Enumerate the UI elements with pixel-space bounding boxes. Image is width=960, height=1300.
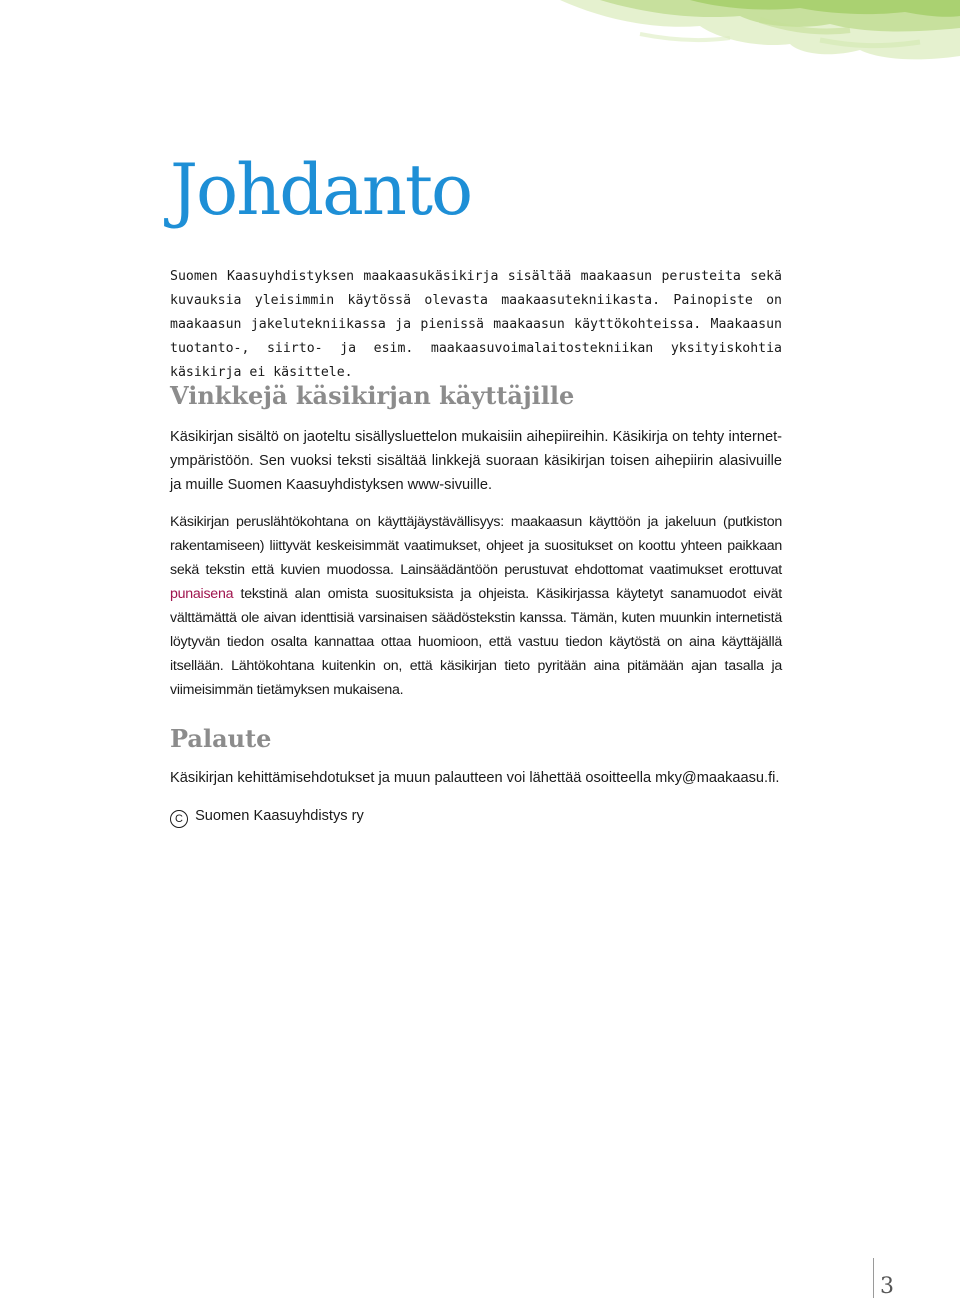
red-highlight-text: punaisena <box>170 586 234 602</box>
tips-paragraph-2-start: Käsikirjan peruslähtökohtana on käyttäjäystävällisyys: maakaasun käyttöön ja jakeluun (putkiston rakentamiseen) liittyvät keskeisimmät vaatimukset, ohjeet ja suositukset on koottu yhteen paikkaan sekä tekstin että kuvien muodossa. Lainsäädäntöön perustuvat ehdottomat vaatimukset erottuvat <box>170 514 782 578</box>
page-number: 3 <box>880 1274 894 1299</box>
feedback-paragraph: Käsikirjan kehittämisehdotukset ja muun palautteen voi lähettää osoitteella mky@maakaasu.fi. <box>170 770 780 786</box>
tips-heading: Vinkkejä käsikirjan käyttäjille <box>170 381 575 410</box>
copyright-icon: C <box>170 810 188 828</box>
intro-paragraph: Suomen Kaasuyhdistyksen maakaasukäsikirja sisältää maakaasun perusteita sekä kuvauksia yleisimmin käytössä olevasta maakaasutekniikasta. Painopiste on maakaasun jakelutekniikassa ja pienissä maakaasun käyttökohteissa. Maakaasun tuotanto-, siirto- ja esim. maakaasuvoimalaitostekniikan yksityiskohtia käsikirja ei käsittele. <box>170 269 782 380</box>
tips-paragraph-2 <box>170 510 782 702</box>
green-brush-decoration <box>0 0 960 70</box>
copyright-text: Suomen Kaasuyhdistys ry <box>195 808 364 824</box>
page-title: Johdanto <box>170 149 472 231</box>
page-number-divider <box>873 1258 874 1298</box>
tips-paragraph-1: Käsikirjan sisältö on jaoteltu sisällysluettelon mukaisiin aihepiireihin. Käsikirja on tehty internet-ympäristöön. Sen vuoksi teksti sisältää linkkejä suoraan käsikirjan toisen aihepiirin alasivuille ja muille Suomen Kaasuyhdistyksen www-sivuille. <box>170 429 782 493</box>
copyright-line <box>170 804 364 828</box>
tips-paragraph-2-end: tekstinä alan omista suosituksista ja ohjeista. Käsikirjassa käytetyt sanamuodot eivät välttämättä ole aivan identtisiä varsinaisen säädöstekstin kanssa. Tämän, kuten muunkin internetistä löytyvän tiedon osalta kannattaa ottaa huomioon, että vastuu tiedon käytöstä on aina käyttäjällä itsellään. Lähtökohtana kuitenkin on, että käsikirjan tieto pyritään aina pitämään ajan tasalla ja viimeisimmän tietämyksen mukaisena. <box>170 586 782 698</box>
feedback-heading: Palaute <box>170 724 272 753</box>
